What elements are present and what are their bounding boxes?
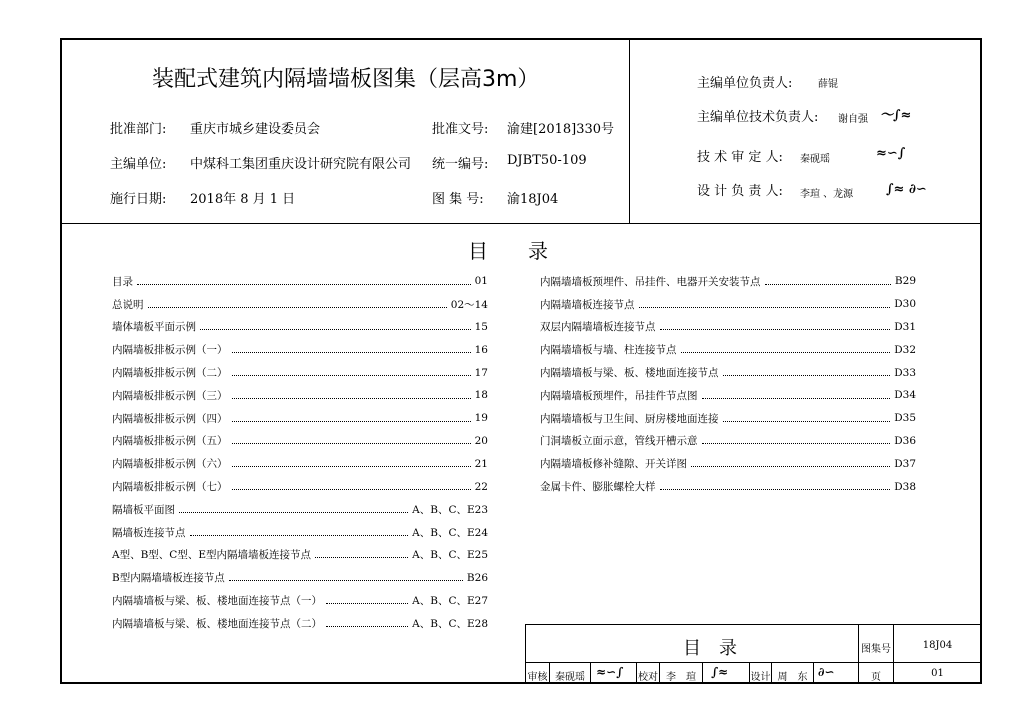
unified-no-value: DJBT50-109 — [507, 153, 587, 168]
leader-dots — [232, 352, 471, 353]
design-lead-name: 李瑄 、龙源 — [800, 189, 854, 200]
header-vdivider — [629, 38, 630, 223]
toc-entry-page: B29 — [894, 275, 916, 288]
approval-no-value: 渝建[2018]330号 — [507, 122, 615, 137]
atlas-no-value: 渝18J04 — [507, 192, 559, 207]
toc-entry — [112, 452, 488, 475]
toc-entry-page: B26 — [466, 571, 488, 584]
toc-entry-title: 内隔墙墙板与墙、柱连接节点 — [540, 342, 681, 357]
toc-entry-page: D35 — [894, 412, 916, 425]
toc-entry — [112, 316, 488, 339]
toc-entry — [112, 407, 488, 430]
cell-sep — [702, 662, 703, 684]
toc-entry-title: 目录 — [112, 274, 137, 289]
design-lead-label: 设 计 负 责 人: — [697, 184, 783, 199]
toc-entry — [112, 384, 488, 407]
leader-dots — [702, 443, 891, 444]
leader-dots — [190, 535, 409, 536]
toc-entry-title: 门洞墙板立面示意，管线开槽示意 — [540, 433, 702, 448]
review-label: 审核 — [527, 672, 548, 683]
leader-dots — [326, 603, 408, 604]
reviewer-name: 秦砚瑶 — [555, 672, 585, 683]
toc-entry-title: 金属卡件、膨胀螺栓大样 — [540, 479, 660, 494]
toc-entry — [112, 270, 488, 293]
toc-heading: 目 录 — [468, 239, 548, 263]
toc-entry — [112, 566, 488, 589]
atlas-no-label: 图 集 号: — [432, 192, 484, 207]
designer-name: 周 东 — [777, 672, 808, 683]
toc-right-column — [540, 270, 916, 498]
toc-entry — [540, 475, 916, 498]
leader-dots — [660, 489, 891, 490]
leader-dots — [232, 466, 471, 467]
tech-reviewer-label: 技 术 审 定 人: — [697, 150, 783, 165]
checker-name: 李 瑄 — [666, 672, 696, 683]
toc-entry-page: A、B、C、E27 — [412, 595, 488, 608]
toc-entry-page: D32 — [894, 343, 916, 356]
approval-no-label: 批准文号: — [432, 122, 489, 137]
toc-entry — [540, 452, 916, 475]
unified-no-label: 统一编号: — [432, 157, 489, 172]
toc-entry-title: 内隔墙墙板与梁、板、楼地面连接节点 — [540, 365, 723, 380]
toc-entry-page: 21 — [474, 457, 488, 470]
toc-entry-title: 内隔墙墙板修补缝隙、开关详图 — [540, 456, 691, 471]
effective-date-value: 2018年 8 月 1 日 — [190, 192, 296, 207]
title-block-vline — [858, 624, 859, 684]
leader-dots — [232, 421, 471, 422]
signature-mark: ∫≈ — [711, 665, 729, 679]
toc-entry-page: D34 — [894, 389, 916, 402]
atlas-no-cell-label: 图集号 — [861, 644, 891, 655]
toc-entry-page: 16 — [474, 343, 488, 356]
leader-dots — [660, 329, 891, 330]
signature-mark: 〜∫≈ — [880, 108, 912, 123]
chief-unit-head-name: 薛锟 — [818, 79, 838, 90]
toc-entry-title: 内隔墙墙板连接节点 — [540, 297, 639, 312]
toc-entry — [112, 498, 488, 521]
leader-dots — [229, 580, 463, 581]
atlas-no-cell-value: 18J04 — [922, 640, 953, 651]
toc-entry-title: 总说明 — [112, 297, 148, 312]
toc-entry — [540, 384, 916, 407]
toc-entry-page: 20 — [474, 434, 488, 447]
toc-entry-title: 内隔墙墙板与梁、板、楼地面连接节点（一） — [112, 593, 326, 608]
toc-entry — [540, 270, 916, 293]
toc-entry — [112, 521, 488, 544]
toc-entry-title: 内隔墙板排板示例（六） — [112, 456, 232, 471]
page-label: 页 — [871, 672, 881, 683]
leader-dots — [702, 398, 891, 399]
toc-entry — [540, 338, 916, 361]
toc-entry-title: 内隔墙板排板示例（四） — [112, 411, 232, 426]
approval-dept-label: 批准部门: — [110, 122, 167, 137]
toc-entry — [112, 475, 488, 498]
toc-entry-title: 墙体墙板平面示例 — [112, 319, 200, 334]
cell-sep — [590, 662, 591, 684]
leader-dots — [232, 375, 471, 376]
toc-entry-title: 内隔墙墙板与梁、板、楼地面连接节点（二） — [112, 616, 326, 631]
leader-dots — [639, 307, 891, 308]
leader-dots — [148, 307, 447, 308]
leader-dots — [179, 512, 408, 513]
toc-entry-page: A、B、C、E25 — [412, 549, 488, 562]
signature-mark: ∫≈ ∂∽ — [886, 182, 927, 197]
toc-entry — [112, 589, 488, 612]
toc-entry — [540, 407, 916, 430]
cell-sep — [813, 662, 814, 684]
toc-entry-page: D37 — [894, 457, 916, 470]
tech-head-name: 谢自强 — [838, 114, 868, 125]
chief-unit-value: 中煤科工集团重庆设计研究院有限公司 — [190, 157, 412, 172]
toc-entry-page: D38 — [894, 480, 916, 493]
toc-entry-title: 内隔墙板排板示例（五） — [112, 433, 232, 448]
signature-mark: ≈∽∫ — [876, 146, 906, 161]
toc-entry-page: D33 — [894, 366, 916, 379]
toc-entry-title: 内隔墙墙板预埋件，吊挂件节点图 — [540, 388, 702, 403]
tech-reviewer-name: 秦砚瑶 — [800, 154, 830, 165]
toc-entry — [540, 316, 916, 339]
toc-entry-page: D36 — [894, 434, 916, 447]
toc-entry — [540, 293, 916, 316]
toc-entry — [112, 544, 488, 567]
design-label: 设计 — [750, 672, 771, 683]
toc-entry-page: 19 — [474, 412, 488, 425]
toc-entry-title: 内隔墙墙板预埋件、吊挂件、电器开关安装节点 — [540, 274, 765, 289]
chief-unit-head-label: 主编单位负责人: — [697, 76, 793, 91]
leader-dots — [232, 489, 471, 490]
tech-head-label: 主编单位技术负责人: — [697, 110, 819, 125]
signature-mark: ∂∽ — [818, 665, 835, 679]
leader-dots — [315, 557, 408, 558]
toc-entry-page: 01 — [474, 275, 488, 288]
toc-entry — [540, 361, 916, 384]
toc-entry-title: 隔墙板连接节点 — [112, 525, 190, 540]
leader-dots — [765, 284, 891, 285]
toc-entry-title: B型内隔墙墙板连接节点 — [112, 570, 229, 585]
leader-dots — [723, 421, 891, 422]
toc-entry — [112, 293, 488, 316]
toc-entry-title: 内隔墙板排板示例（七） — [112, 479, 232, 494]
check-label: 校对 — [638, 672, 658, 683]
toc-entry-title: 内隔墙板排板示例（一） — [112, 342, 232, 357]
header-divider — [60, 223, 982, 224]
toc-entry-page: A、B、C、E24 — [412, 526, 488, 539]
toc-entry-page: 02～14 — [450, 298, 488, 311]
toc-entry-page: 18 — [474, 389, 488, 402]
leader-dots — [691, 466, 890, 467]
title-block-divider — [525, 662, 982, 663]
toc-entry — [540, 430, 916, 453]
leader-dots — [681, 352, 891, 353]
leader-dots — [137, 284, 471, 285]
leader-dots — [232, 398, 471, 399]
title-block-name: 目 录 — [683, 638, 737, 659]
approval-dept-value: 重庆市城乡建设委员会 — [190, 122, 321, 137]
leader-dots — [723, 375, 891, 376]
toc-entry-title: A型、B型、C型、E型内隔墙墙板连接节点 — [112, 547, 315, 562]
toc-entry — [112, 430, 488, 453]
toc-entry-page: 17 — [474, 366, 488, 379]
toc-entry-page: D31 — [894, 320, 916, 333]
leader-dots — [232, 443, 471, 444]
toc-entry-title: 双层内隔墙墙板连接节点 — [540, 319, 660, 334]
leader-dots — [200, 329, 471, 330]
toc-entry-page: A、B、C、E28 — [412, 617, 488, 630]
toc-entry-title: 隔墙板平面图 — [112, 502, 179, 517]
toc-left-column — [112, 270, 488, 635]
atlas-title: 装配式建筑内隔墙墙板图集（层高3m） — [152, 67, 540, 92]
toc-entry-title: 内隔墙板排板示例（三） — [112, 388, 232, 403]
toc-entry-page: 15 — [474, 320, 488, 333]
signature-mark: ≈∽∫ — [596, 665, 624, 679]
chief-unit-label: 主编单位: — [110, 157, 167, 172]
toc-entry — [112, 338, 488, 361]
toc-entry — [112, 612, 488, 635]
toc-entry-page: A、B、C、E23 — [412, 503, 488, 516]
toc-entry — [112, 361, 488, 384]
effective-date-label: 施行日期: — [110, 192, 167, 207]
toc-entry-title: 内隔墙墙板与卫生间、厨房楼地面连接 — [540, 411, 723, 426]
leader-dots — [326, 626, 408, 627]
toc-entry-title: 内隔墙板排板示例（二） — [112, 365, 232, 380]
title-block-vline — [893, 624, 894, 684]
toc-entry-page: 22 — [474, 480, 488, 493]
toc-entry-page: D30 — [894, 298, 916, 311]
page-no: 01 — [931, 668, 944, 679]
